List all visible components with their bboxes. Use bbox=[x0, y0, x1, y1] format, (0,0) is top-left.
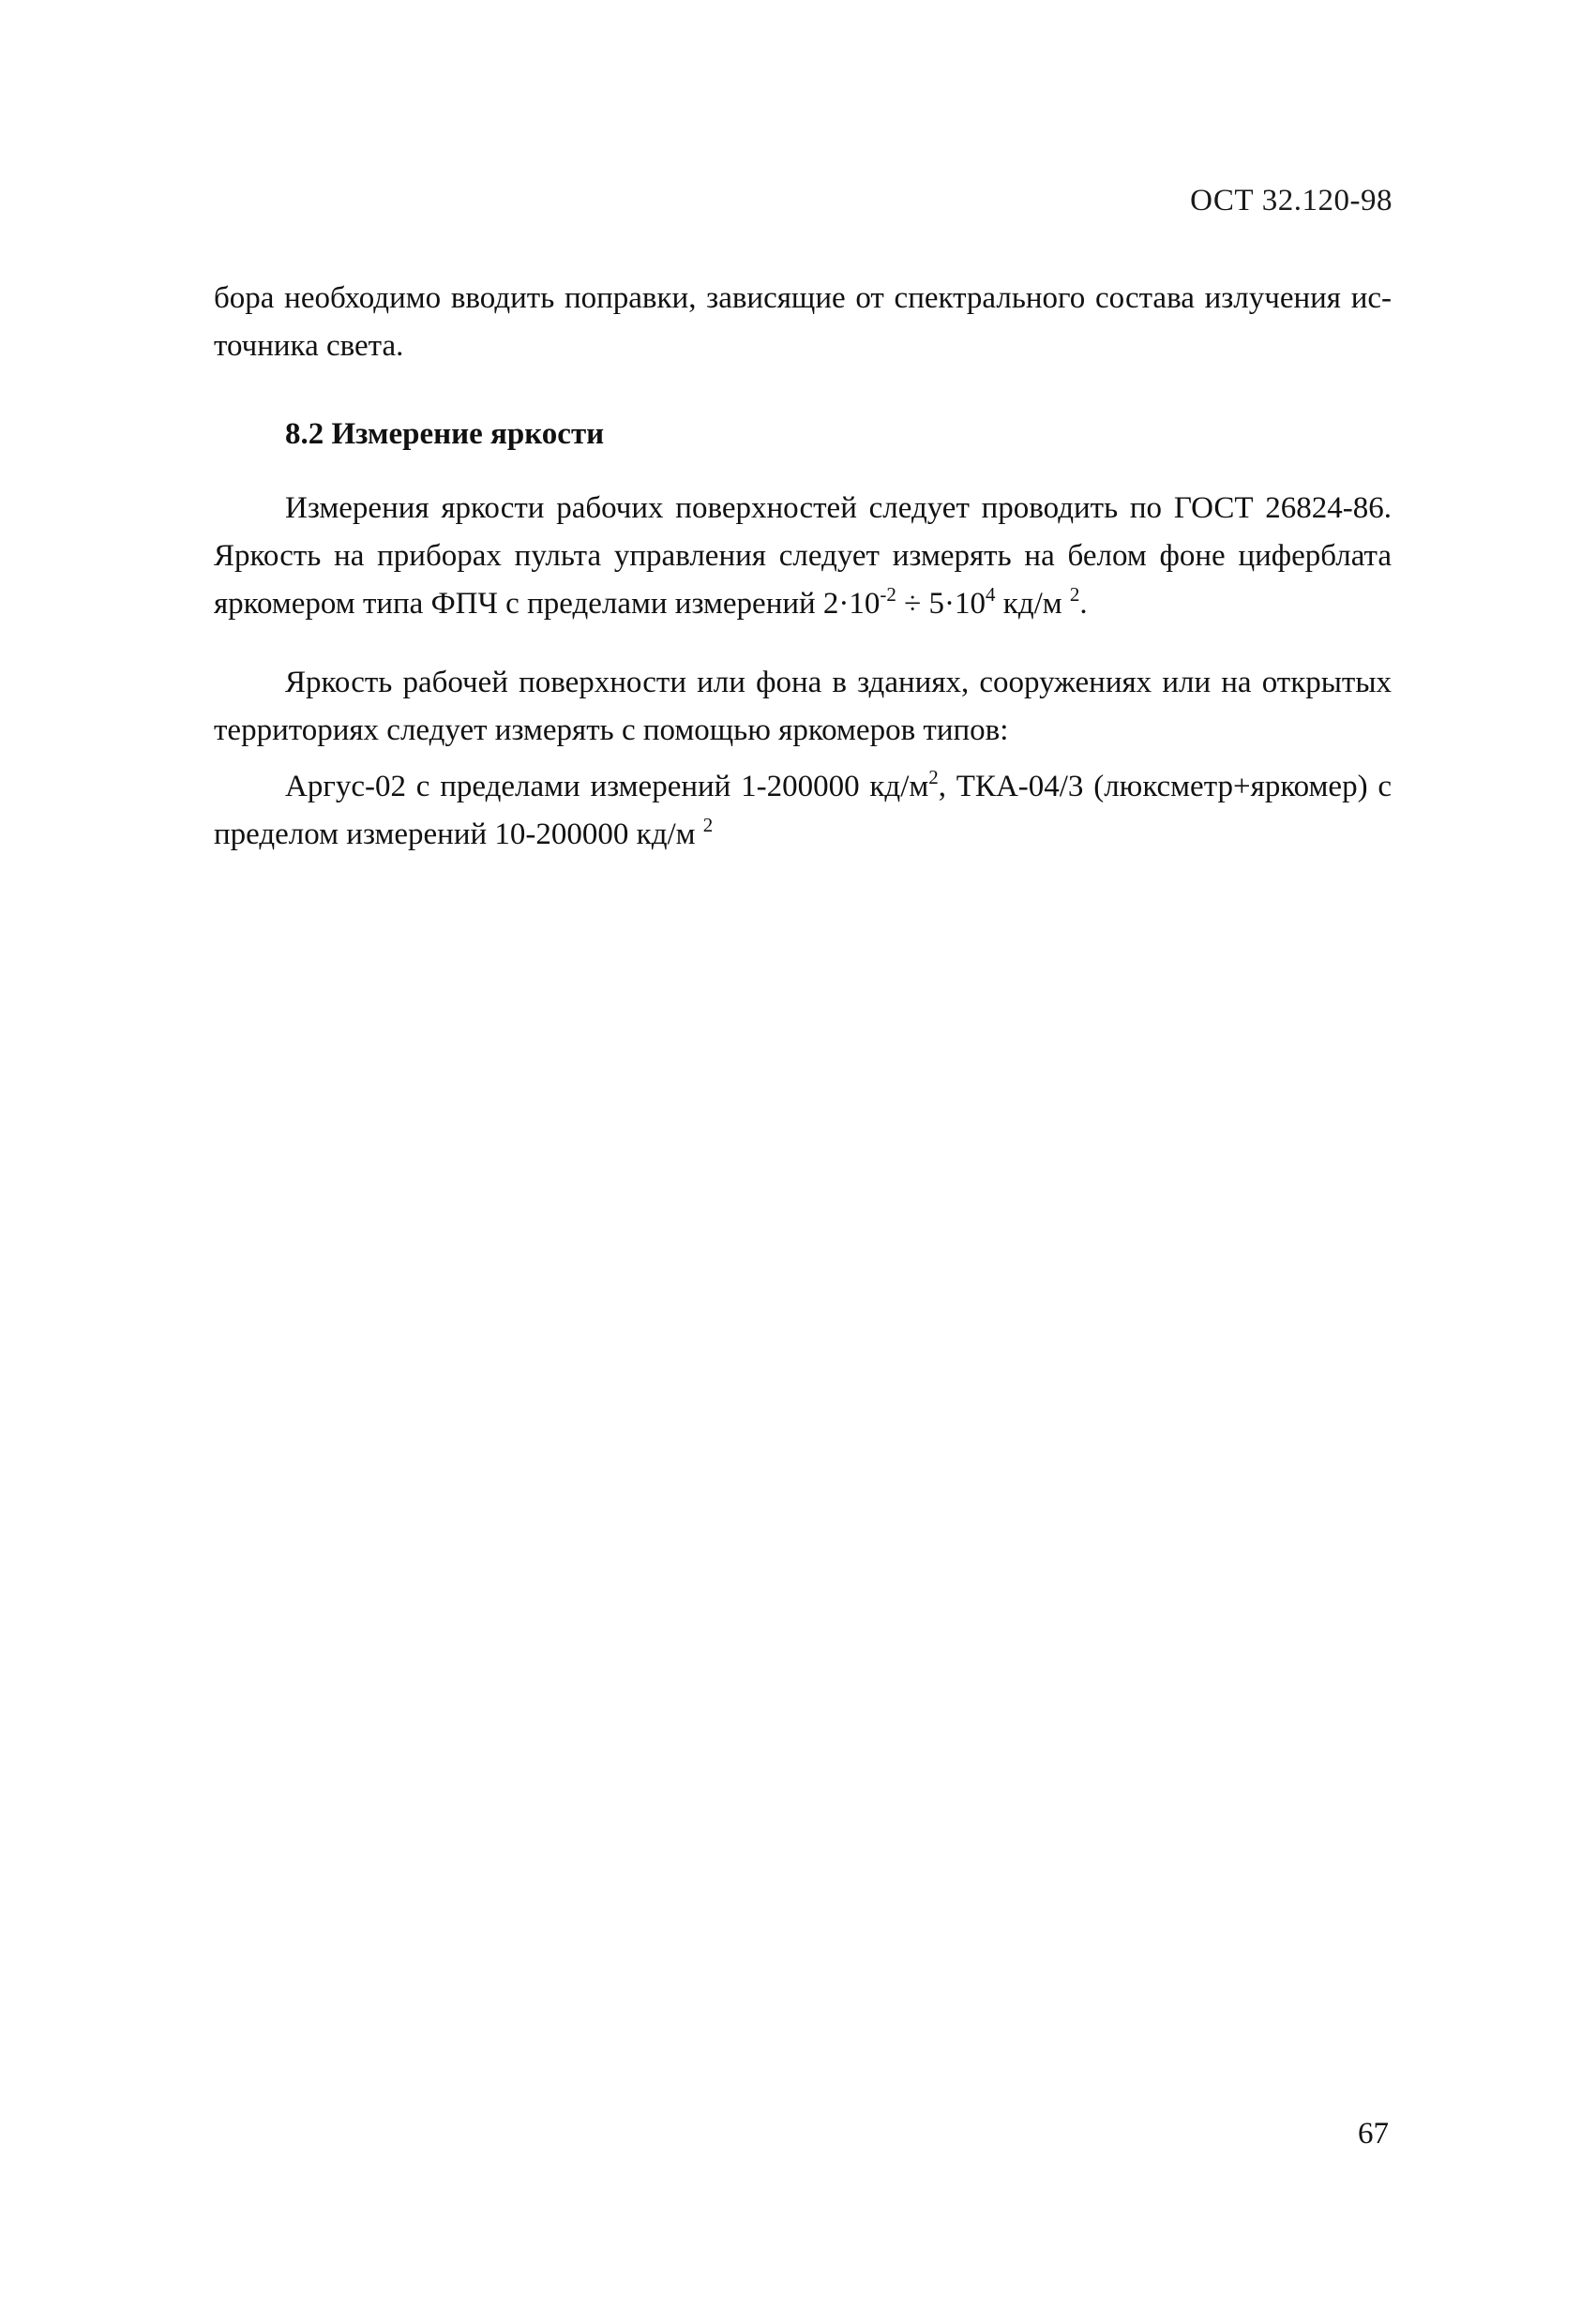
unit-text: кд/м bbox=[995, 587, 1070, 621]
para3-line-1-text: Аргус-02 с пределами измерений 1-200000 кд/м bbox=[285, 770, 929, 803]
exponent: 2 bbox=[928, 766, 939, 788]
para1-line-3-text: яркомером типа ФПЧ с пределами измерений 2·10 bbox=[214, 587, 881, 621]
para1-line-2: Яркость на приборах пульта управления следует измерять на белом фоне циферблата bbox=[214, 539, 1392, 573]
para1-line-1: Измерения яркости рабочих поверхностей следует проводить по ГОСТ 26824-86. bbox=[285, 491, 1392, 525]
para3-line-1-rest: , ТКА-04/3 (люксметр+яркомер) с bbox=[938, 770, 1392, 803]
exponent: -2 bbox=[880, 583, 896, 606]
exponent: 2 bbox=[702, 814, 714, 836]
continuation-paragraph bbox=[214, 275, 1392, 370]
para3-line-1 bbox=[214, 763, 1392, 811]
para1-line-3 bbox=[214, 580, 1392, 628]
continuation-line-2: точника света. bbox=[214, 329, 404, 363]
para1-line-3-mid: ÷ 5·10 bbox=[896, 587, 986, 621]
document-code: ОСТ 32.120-98 bbox=[1190, 184, 1393, 217]
section-heading: 8.2 Измерение яркости bbox=[285, 417, 605, 451]
continuation-line-1: бора необходимо вводить поправки, зависящие от спектрального состава излучения ис- bbox=[214, 281, 1392, 315]
para2-line-2: территориях следует измерять с помощью яркомеров типов: bbox=[214, 713, 1009, 747]
paragraph-brightness-measurement bbox=[214, 485, 1392, 628]
para2-line-1: Яркость рабочей поверхности или фона в зданиях, сооружениях или на открытых bbox=[285, 666, 1392, 699]
page-number: 67 bbox=[1358, 2117, 1389, 2151]
para3-line-2 bbox=[214, 811, 1392, 859]
para1-line-3-end: . bbox=[1079, 587, 1088, 621]
paragraph-device-types bbox=[214, 763, 1392, 859]
exponent: 4 bbox=[986, 583, 996, 606]
paragraph-surface-brightness bbox=[214, 659, 1392, 755]
para3-line-2-text: пределом измерений 10-200000 кд/м bbox=[214, 817, 703, 851]
exponent: 2 bbox=[1069, 583, 1080, 606]
